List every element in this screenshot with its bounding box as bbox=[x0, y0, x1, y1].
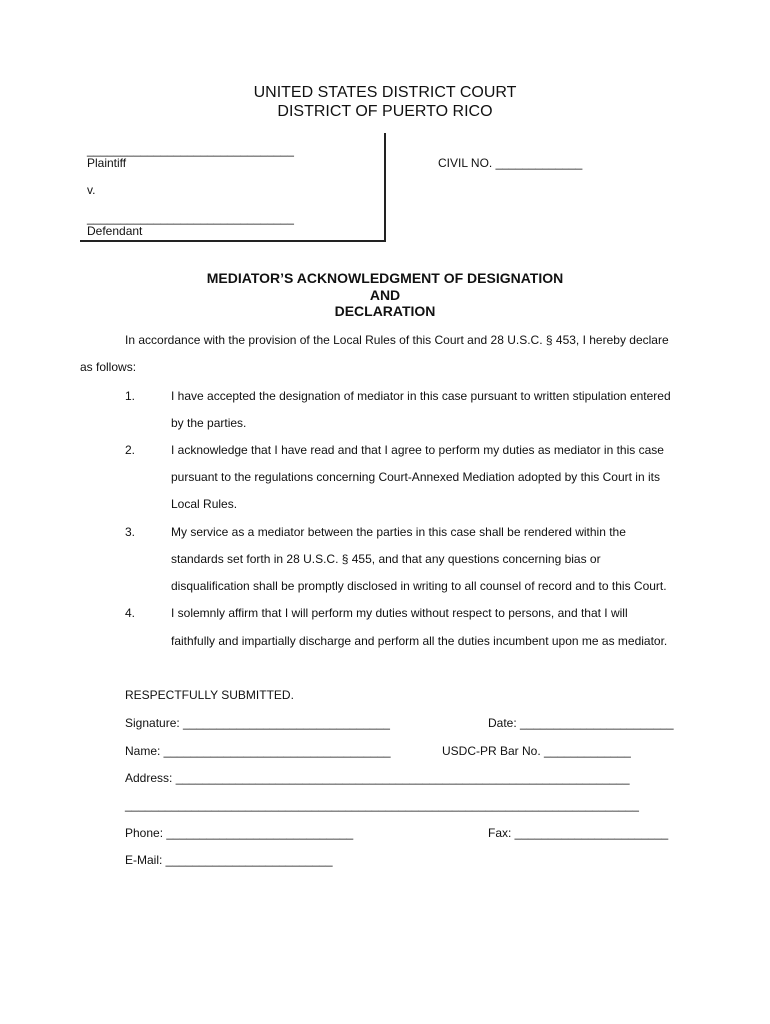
document-title: MEDIATOR’S ACKNOWLEDGMENT OF DESIGNATION bbox=[206, 270, 564, 286]
item-text-line: faithfully and impartially discharge and perform all the duties incumbent upon me as mediator. bbox=[171, 634, 668, 648]
respectfully-submitted: RESPECTFULLY SUBMITTED. bbox=[125, 688, 294, 702]
address-line-2: _____________________________________________________________________________ bbox=[125, 798, 639, 812]
caption-horizontal-rule bbox=[80, 240, 385, 242]
item-text-line: I solemnly affirm that I will perform my duties without respect to persons, and that I will bbox=[171, 606, 628, 620]
caption-vertical-rule bbox=[384, 133, 386, 242]
item-text-line: I acknowledge that I have read and that I agree to perform my duties as mediator in this case bbox=[171, 443, 664, 457]
court-name: UNITED STATES DISTRICT COURT bbox=[253, 84, 517, 101]
civil-number-field: CIVIL NO. _____________ bbox=[438, 156, 583, 170]
item-number: 1. bbox=[125, 389, 136, 403]
item-number: 4. bbox=[125, 606, 136, 620]
item-number: 3. bbox=[125, 525, 136, 539]
intro-line-2: as follows: bbox=[80, 360, 137, 374]
item-text-line: I have accepted the designation of mediator in this case pursuant to written stipulation entered bbox=[171, 389, 671, 403]
defendant-label: Defendant bbox=[87, 224, 143, 238]
versus-label: v. bbox=[87, 183, 96, 197]
signature-field: Signature: _______________________________ bbox=[125, 716, 390, 730]
email-field: E-Mail: _________________________ bbox=[125, 853, 333, 867]
fax-field: Fax: _______________________ bbox=[488, 826, 669, 840]
item-text-line: pursuant to the regulations concerning Court-Annexed Mediation adopted by this Court in its bbox=[171, 470, 660, 484]
item-text-line: My service as a mediator between the parties in this case shall be rendered within the bbox=[171, 525, 626, 539]
item-text-line: by the parties. bbox=[171, 416, 247, 430]
item-number: 2. bbox=[125, 443, 136, 457]
bar-number-field: USDC-PR Bar No. _____________ bbox=[442, 744, 631, 758]
defendant-blank: _______________________________ bbox=[87, 211, 294, 225]
court-district: DISTRICT OF PUERTO RICO bbox=[277, 103, 493, 120]
name-field: Name: __________________________________ bbox=[125, 744, 391, 758]
item-text-line: Local Rules. bbox=[171, 497, 238, 511]
item-text-line: standards set forth in 28 U.S.C. § 455, and that any questions concerning bias or bbox=[171, 552, 601, 566]
phone-field: Phone: ____________________________ bbox=[125, 826, 354, 840]
item-text-line: disqualification shall be promptly disclosed in writing to all counsel of record and to this Court. bbox=[171, 579, 667, 593]
date-field: Date: _______________________ bbox=[488, 716, 674, 730]
address-field: Address: ____________________________________________________________________ bbox=[125, 771, 630, 785]
intro-line-1: In accordance with the provision of the Local Rules of this Court and 28 U.S.C. § 453, I hereby declare bbox=[125, 333, 669, 347]
plaintiff-blank: _______________________________ bbox=[87, 143, 294, 157]
document-title-declaration: DECLARATION bbox=[334, 303, 436, 319]
document-title-and: AND bbox=[369, 287, 401, 303]
plaintiff-label: Plaintiff bbox=[87, 156, 127, 170]
